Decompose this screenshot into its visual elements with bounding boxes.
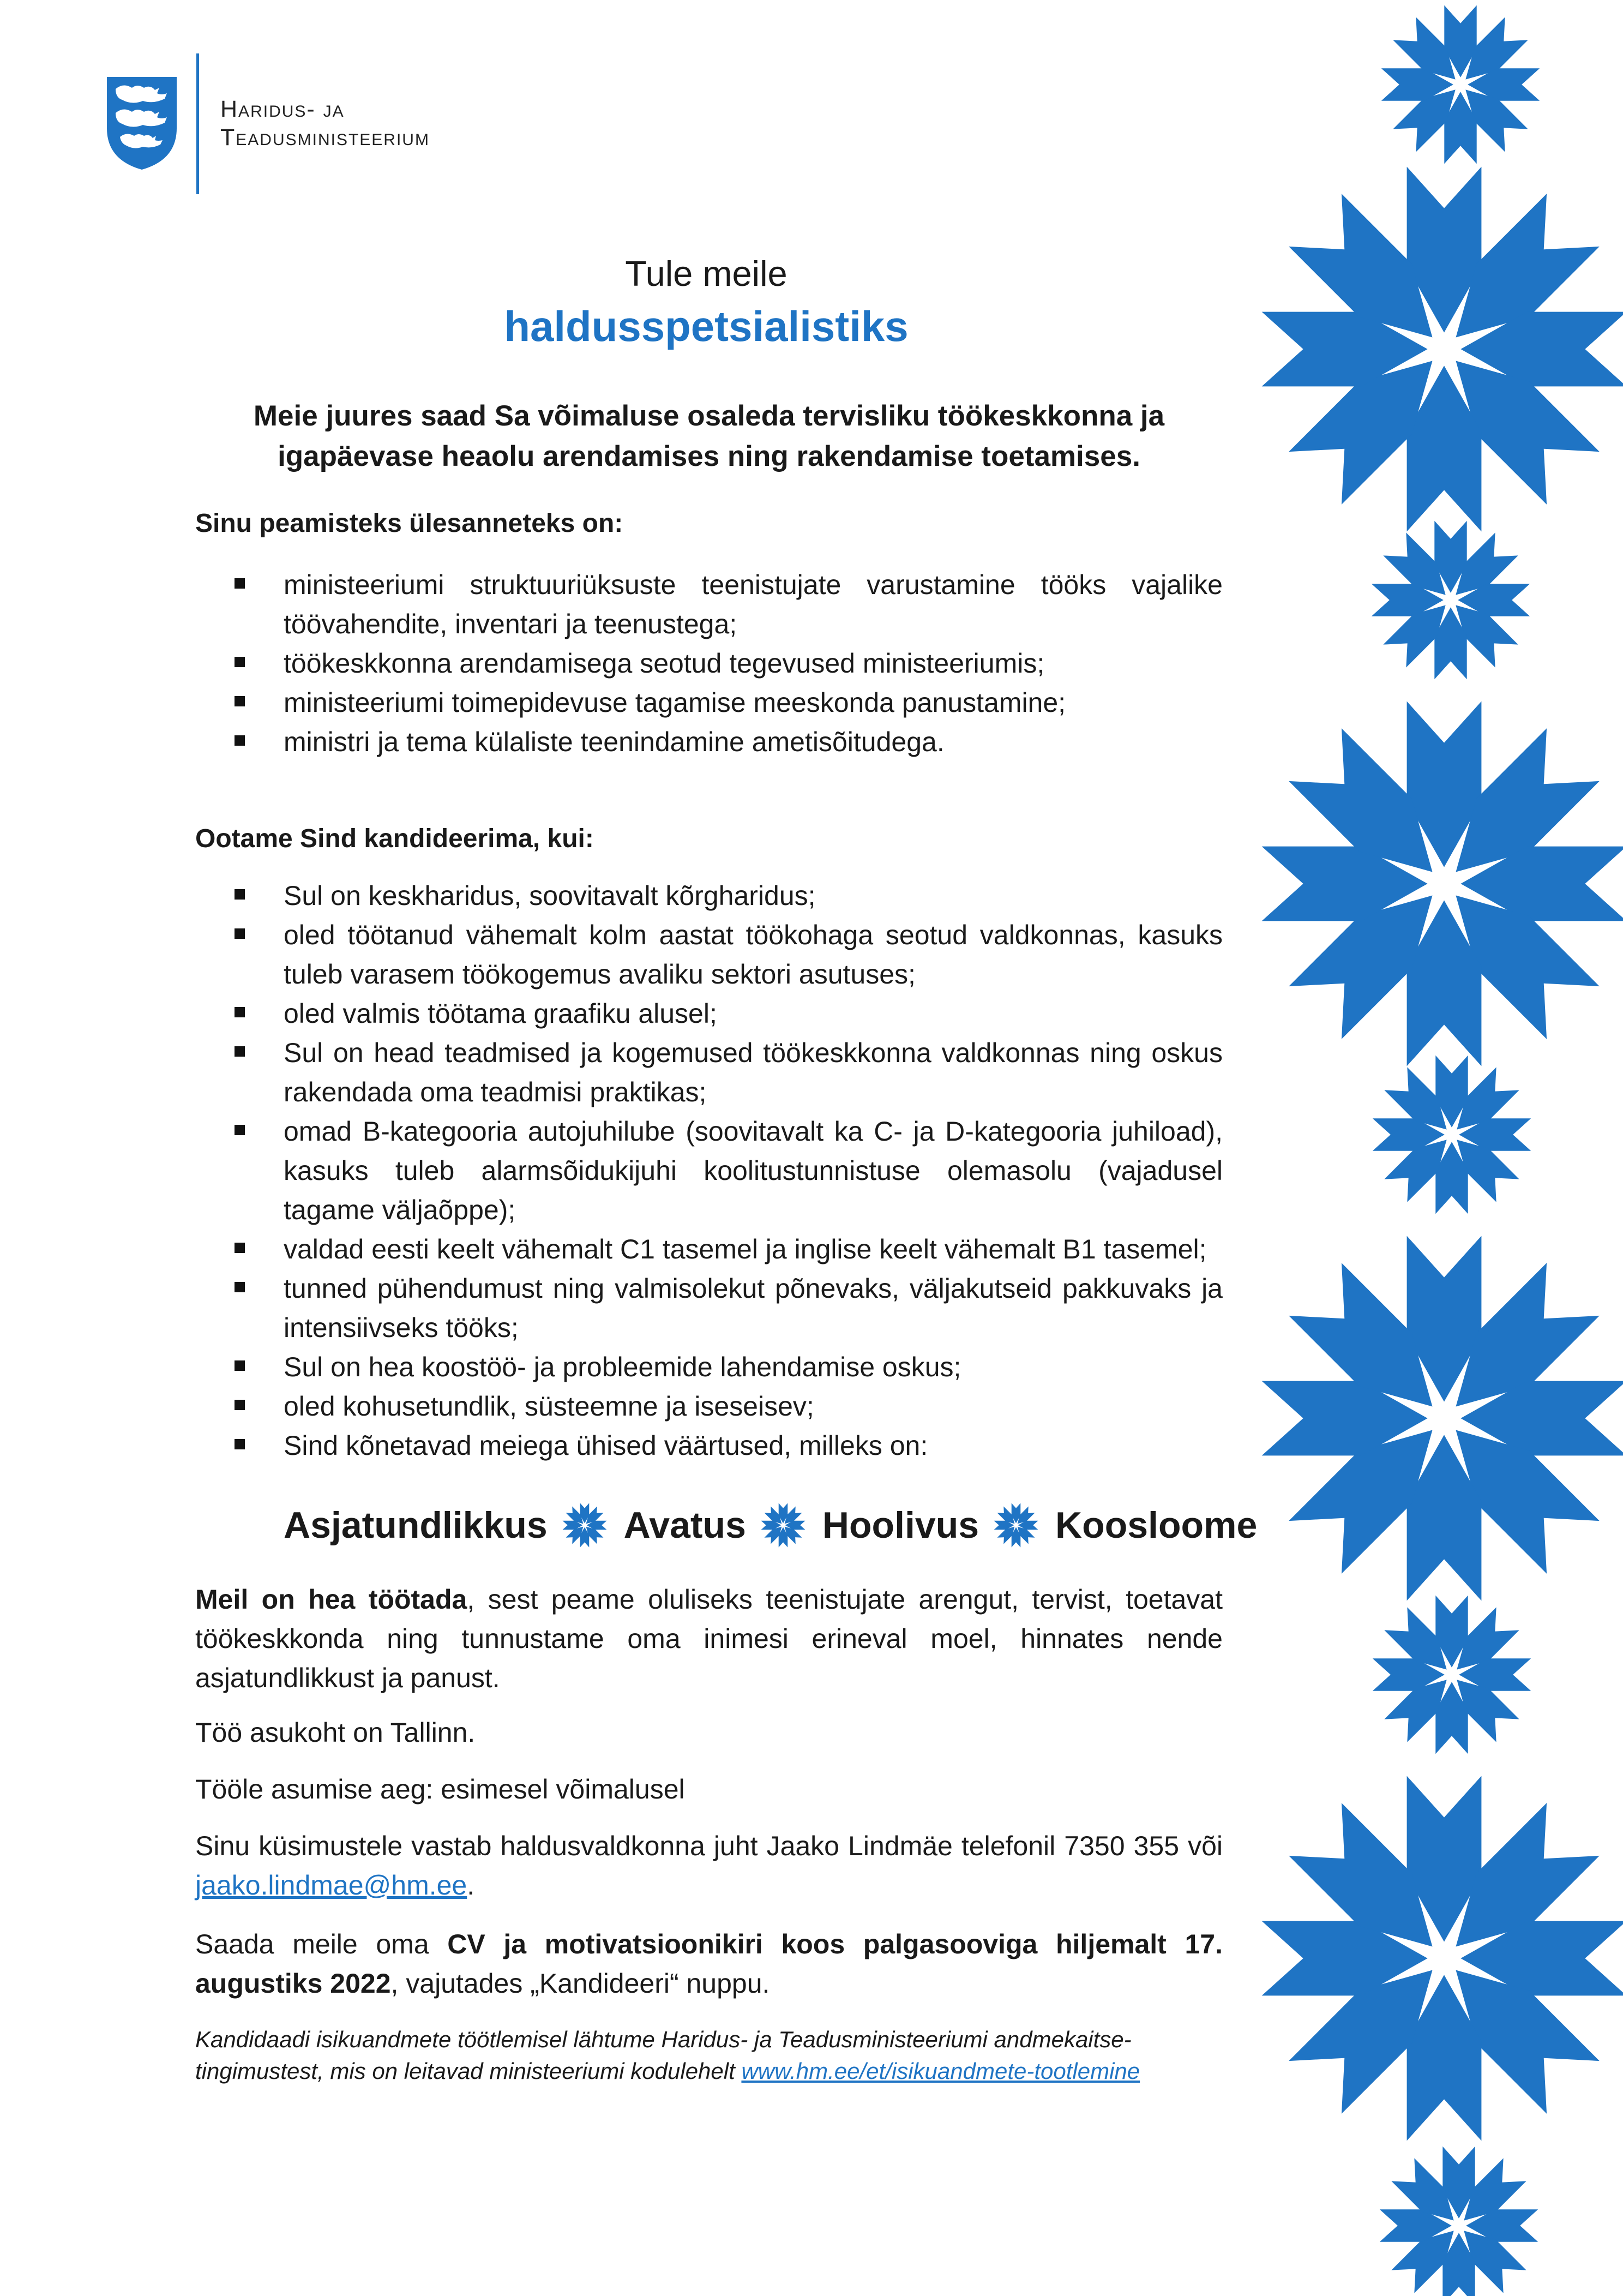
values-row [284, 1487, 1257, 1563]
privacy-line-1: Kandidaadi isikuandmete töötlemisel lähtume Haridus- ja Teadusministeeriumi andmekaitse- [195, 2027, 1132, 2052]
snowflake-icon [1380, 2147, 1538, 2296]
contact-email-link[interactable]: jaako.lindmae@hm.ee [195, 1870, 467, 1901]
requirements-heading: Ootame Sind kandideerima, kui: [195, 824, 594, 853]
snowflake-decoration [1227, 0, 1623, 2296]
snowflake-icon [758, 1500, 808, 1550]
apply-paragraph [195, 1925, 1223, 2003]
apply-deadline: CV ja motivatsioonikiri koos palgasooviga hiljemalt 17. augustiks 2022 [195, 1929, 1223, 1999]
privacy-text: tingimustest, mis on leitavad ministeeriumi kodulehelt [195, 2058, 742, 2084]
snowflake-icon [1262, 1236, 1623, 1601]
list-item: Sul on head teadmised ja kogemused töökeskkonna valdkonnas ning oskus rakendada oma teadmisi praktikas; [195, 1033, 1223, 1112]
apply-post: , vajutades „Kandideeri“ nuppu. [390, 1968, 770, 1999]
snowflake-icon [560, 1500, 610, 1550]
offer-text: , sest peame oluliseks teenistujate arengut, tervist, toetavat töökeskkonda ning tunnustame oma inimesi erineval moel, hinnates nende asjatundlikkust ja panust. [195, 1584, 1223, 1693]
tasks-heading: Sinu peamisteks ülesanneteks on: [195, 509, 623, 538]
value-label: Koosloome [1055, 1504, 1258, 1546]
offer-paragraph [195, 1580, 1223, 1698]
value-label: Hoolivus [822, 1504, 979, 1546]
start-text: Tööle asumise aeg: esimesel võimalusel [195, 1774, 685, 1805]
contact-end: . [467, 1870, 475, 1901]
header-divider [196, 53, 199, 194]
list-item: valdad eesti keelt vähemalt C1 tasemel ja inglise keelt vähemalt B1 tasemel; [195, 1230, 1223, 1269]
intro-text: Tule meile [625, 254, 788, 293]
list-item: oled töötanud vähemalt kolm aastat töökohaga seotud valdkonnas, kasuks tuleb varasem töökogemus avaliku sektori asutuses; [195, 915, 1223, 994]
snowflake-icon [1262, 1776, 1623, 2141]
snowflake-icon [1373, 1596, 1531, 1754]
snowflake-icon [1381, 5, 1540, 164]
requirements-list [195, 876, 1223, 1465]
privacy-line-2 [195, 2055, 1231, 2087]
offer-bold: Meil on hea töötada [195, 1584, 467, 1615]
contact-text: Sinu küsimustele vastab haldusvaldkonna juht Jaako Lindmäe telefonil 7350 355 või [195, 1831, 1223, 1861]
lead-paragraph [196, 396, 1222, 477]
snowflake-icon [1262, 167, 1623, 532]
position-title: haldusspetsialistiks [504, 302, 909, 350]
snowflake-icon [1373, 1056, 1531, 1214]
apply-pre: Saada meile oma [195, 1929, 448, 1959]
snowflake-icon [991, 1500, 1041, 1550]
list-item: Sul on keskharidus, soovitavalt kõrgharidus; [195, 876, 1223, 915]
ministry-name-line1: Haridus- ja [220, 96, 345, 122]
lead-line-1: Meie juures saad Sa võimaluse osaleda tervisliku töökeskkonna ja [253, 400, 1165, 432]
list-item: Sul on hea koostöö- ja probleemide lahendamise oskus; [195, 1347, 1223, 1387]
list-item: oled kohusetundlik, süsteemne ja iseseisev; [195, 1387, 1223, 1426]
tasks-list [195, 565, 1223, 762]
snowflake-icon [1262, 702, 1623, 1066]
location-text: Töö asukoht on Tallinn. [195, 1717, 476, 1748]
lead-line-2: igapäevase heaolu arendamises ning rakendamise toetamises. [278, 440, 1140, 472]
value-label: Asjatundlikkus [284, 1504, 548, 1546]
list-item: oled valmis töötama graafiku alusel; [195, 994, 1223, 1033]
list-item: ministeeriumi struktuuriüksuste teenistujate varustamine tööks vajalike töövahendite, inventari ja teenustega; [195, 565, 1223, 644]
ministry-name-line2: Teadusministeerium [220, 124, 430, 151]
contact-paragraph [195, 1826, 1223, 1905]
value-label: Avatus [623, 1504, 746, 1546]
list-item: töökeskkonna arendamisega seotud tegevused ministeeriumis; [195, 644, 1223, 683]
list-item: Sind kõnetavad meiega ühised väärtused, milleks on: [195, 1426, 1223, 1465]
list-item: omad B-kategooria autojuhilube (soovitavalt ka C- ja D-kategooria juhiload), kasuks tuleb alarmsõidukijuhi koolitustunnistuse olemasolu (vajadusel tagame väljaõppe); [195, 1112, 1223, 1230]
privacy-note [195, 2024, 1231, 2087]
list-item: tunned pühendumust ning valmisolekut põnevaks, väljakutseid pakkuvaks ja intensiivseks tööks; [195, 1269, 1223, 1347]
snowflake-icon [1372, 521, 1530, 679]
list-item: ministeeriumi toimepidevuse tagamise meeskonda panustamine; [195, 683, 1223, 722]
list-item: ministri ja tema külaliste teenindamine ametisõitudega. [195, 722, 1223, 762]
ministry-name [220, 95, 430, 152]
coat-of-arms-icon [104, 74, 180, 172]
privacy-link[interactable]: www.hm.ee/et/isikuandmete-tootlemine [741, 2058, 1140, 2084]
